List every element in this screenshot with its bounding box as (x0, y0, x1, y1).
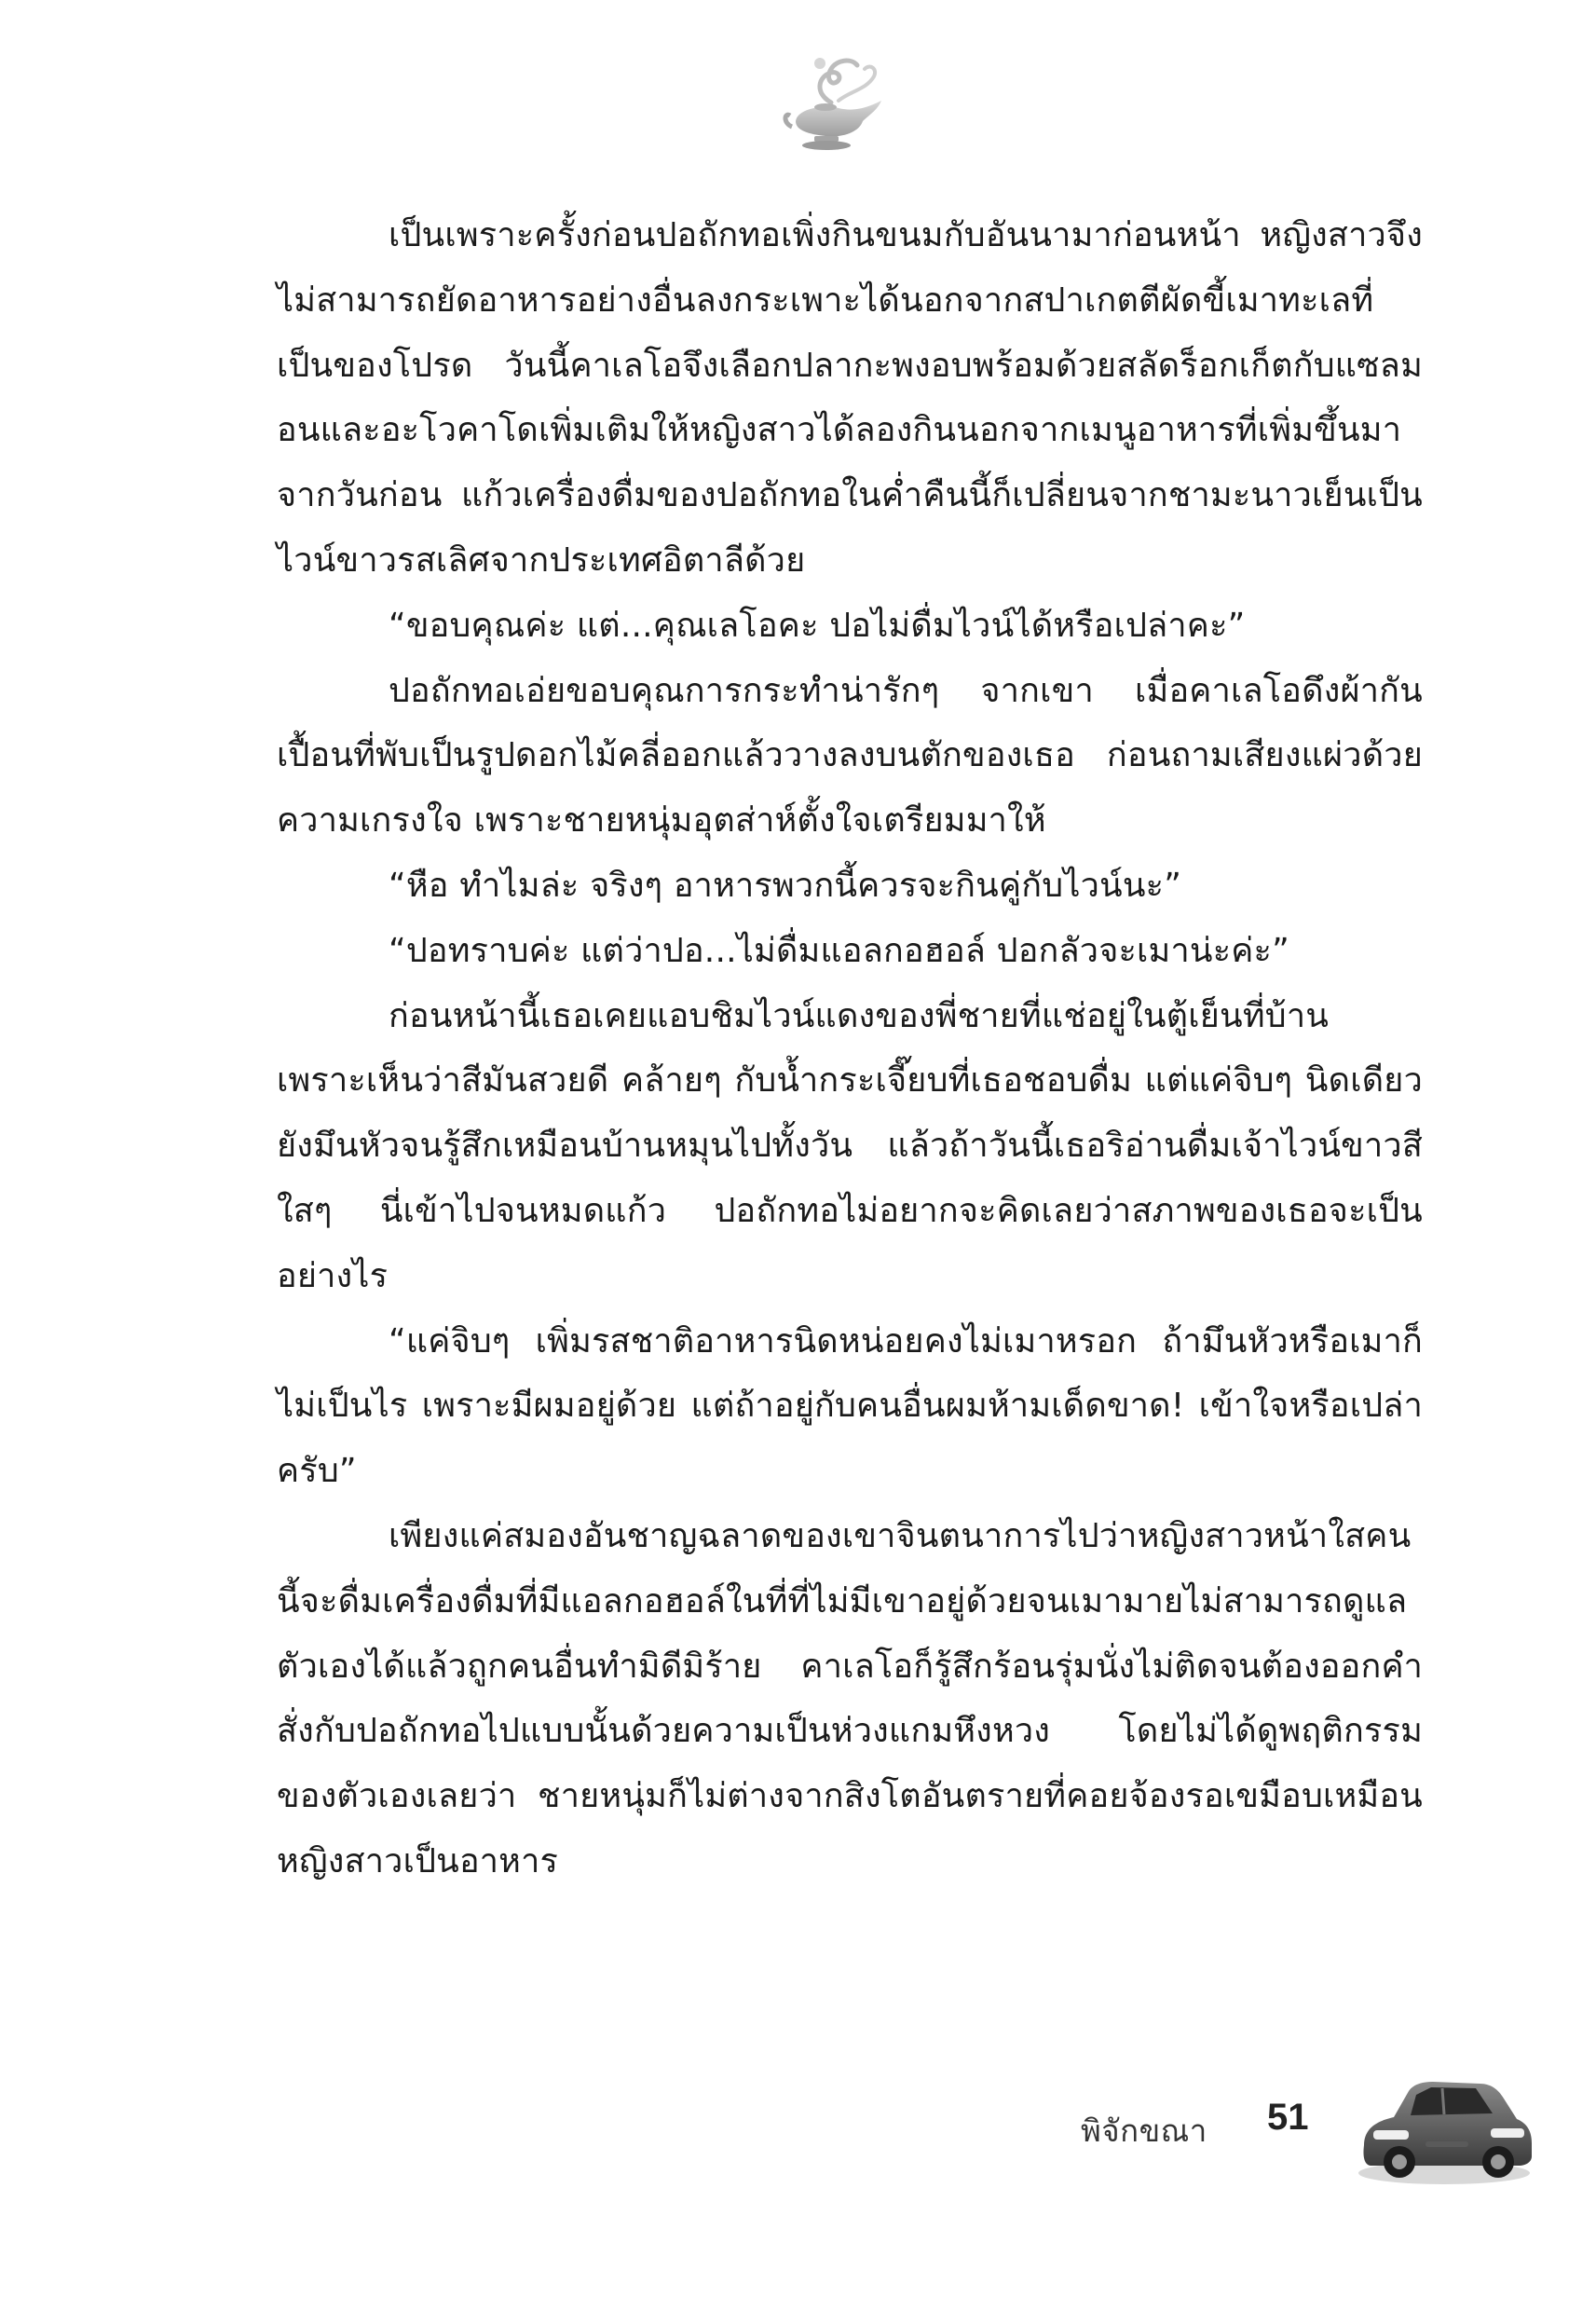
page-footer (1044, 2078, 1565, 2171)
paragraph: เป็นเพราะครั้งก่อนปอถักทอเพิ่งกินขนมกับอันนามาก่อนหน้า หญิงสาวจึงไม่สามารถยัดอาหารอย่างอื่นลงกระเพาะได้นอกจากสปาเกตตีผัดขี้เมาทะเลที่เป็นของโปรด วันนี้คาเลโอจึงเลือกปลากะพงอบพร้อมด้วยสลัดร็อกเก็ตกับแซลมอนและอะโวคาโดเพิ่มเติมให้หญิงสาวได้ลองกินนอกจากเมนูอาหารที่เพิ่มขึ้นมาจากวันก่อน แก้วเครื่องดื่มของปอถักทอในค่ำคืนนี้ก็เปลี่ยนจากชามะนาวเย็นเป็นไวน์ขาวรสเลิศจากประเทศอิตาลีด้วย (277, 216, 1423, 580)
paragraph: เพียงแค่สมองอันชาญฉลาดของเขาจินตนาการไปว่าหญิงสาวหน้าใสคนนี้จะดื่มเครื่องดื่มที่มีแอลกอฮอล์ในที่ที่ไม่มีเขาอยู่ด้วยจนเมามายไม่สามารถดูแลตัวเองได้แล้วถูกคนอื่นทำมิดีมิร้าย คาเลโอก็รู้สึกร้อนรุ่มนั่งไม่ติดจนต้องออกคำสั่งกับปอถักทอไปแบบนั้นด้วยความเป็นห่วงแกมหึงหวง โดยไม่ได้ดูพฤติกรรมของตัวเองเลยว่า ชายหนุ่มก็ไม่ต่างจากสิงโตอันตรายที่คอยจ้องรอเขมือบเหมือนหญิงสาวเป็นอาหาร (277, 1516, 1423, 1880)
page-number: 51 (1267, 2097, 1309, 2138)
running-title: พิจักขณา (1081, 2113, 1207, 2149)
paragraph: “หือ ทำไมล่ะ จริงๆ อาหารพวกนี้ควรจะกินคู่กับไวน์นะ” (389, 866, 1182, 905)
paragraph: “แค่จิบๆ เพิ่มรสชาติอาหารนิดหน่อยคงไม่เมาหรอก ถ้ามึนหัวหรือเมาก็ไม่เป็นไร เพราะมีผมอยู่ด้วย แต่ถ้าอยู่กับคนอื่นผมห้ามเด็ดขาด! เข้าใจหรือเปล่าครับ” (277, 1321, 1423, 1491)
paragraph: ปอถักทอเอ่ยขอบคุณการกระทำน่ารักๆ จากเขา เมื่อคาเลโอดึงผ้ากันเปื้อนที่พับเป็นรูปดอกไม้คลี่ออกแล้ววางลงบนตักของเธอ ก่อนถามเสียงแผ่วด้วยความเกรงใจ เพราะชายหนุ่มอุตส่าห์ตั้งใจเตรียมมาให้ (277, 671, 1423, 841)
car-icon (1351, 2059, 1537, 2190)
paragraph: “ขอบคุณค่ะ แต่...คุณเลโอคะ ปอไม่ดื่มไวน์ได้หรือเปล่าคะ” (389, 606, 1246, 645)
paragraph: ก่อนหน้านี้เธอเคยแอบชิมไวน์แดงของพี่ชายที่แช่อยู่ในตู้เย็นที่บ้าน เพราะเห็นว่าสีมันสวยดี คล้ายๆ กับน้ำกระเจี๊ยบที่เธอชอบดื่ม แต่แค่จิบๆ นิดเดียวยังมึนหัวจนรู้สึกเหมือนบ้านหมุนไปทั้งวัน แล้วถ้าวันนี้เธอริอ่านดื่มเจ้าไวน์ขาวสีใสๆ นี่เข้าไปจนหมดแก้ว ปอถักทอไม่อยากจะคิดเลยว่าสภาพของเธอจะเป็นอย่างไร (277, 996, 1423, 1295)
body-text (277, 203, 1423, 1894)
paragraph: “ปอทราบค่ะ แต่ว่าปอ...ไม่ดื่มแอลกอฮอล์ ปอกลัวจะเมาน่ะค่ะ” (389, 931, 1289, 970)
magic-lamp-icon (777, 48, 893, 153)
